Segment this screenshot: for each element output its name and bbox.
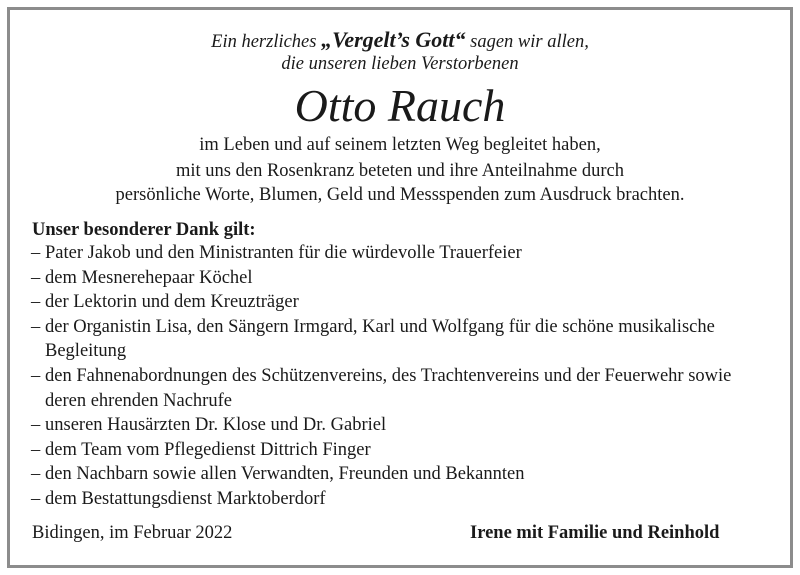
list-item <box>31 487 771 512</box>
list-item <box>31 266 771 291</box>
list-item-text: der Organistin Lisa, den Sängern Irmgard, Karl und Wolfgang für die schöne musikalische Begleitung <box>45 316 715 362</box>
deceased-name: Otto Rauch <box>294 80 506 131</box>
intro-line-1 <box>0 29 800 53</box>
list-item-text: der Lektorin und dem Kreuzträger <box>45 292 299 313</box>
dash-bullet: – <box>31 415 41 436</box>
list-item <box>31 290 771 315</box>
dash-bullet: – <box>31 464 41 485</box>
list-item-text: dem Team vom Pflegedienst Dittrich Finger <box>45 439 371 460</box>
body-line-2: mit uns den Rosenkranz beteten und ihre Anteilnahme durch <box>176 161 624 181</box>
list-item <box>31 315 771 364</box>
dash-bullet: – <box>31 488 41 509</box>
dash-bullet: – <box>31 316 41 337</box>
list-item <box>31 462 771 487</box>
intro-highlight: „Vergelt’s Gott“ <box>321 27 466 52</box>
intro-line-1-end: sagen wir allen, <box>465 32 589 52</box>
list-item-text: dem Mesnerehepaar Köchel <box>45 267 253 288</box>
thanks-heading: Unser besonderer Dank gilt: <box>32 220 256 240</box>
dash-bullet: – <box>31 439 41 460</box>
list-item <box>31 438 771 463</box>
body-line-1: im Leben und auf seinem letzten Weg begleitet haben, <box>199 135 601 155</box>
list-item-text: den Fahnenabordnungen des Schützenvereins, des Trachtenvereins und der Feuerwehr sowie deren ehrenden Nachrufe <box>45 365 732 411</box>
intro-line-2: die unseren lieben Verstorbenen <box>281 54 519 74</box>
list-item <box>31 413 771 438</box>
dash-bullet: – <box>31 243 41 263</box>
dash-bullet: – <box>31 292 41 313</box>
thanks-list <box>31 241 771 512</box>
list-item-text: dem Bestattungsdienst Marktoberdorf <box>45 488 326 509</box>
dash-bullet: – <box>31 365 41 386</box>
place-date: Bidingen, im Februar 2022 <box>32 523 233 543</box>
list-item-text: Pater Jakob und den Ministranten für die würdevolle Trauerfeier <box>45 243 522 263</box>
intro-line-1-start: Ein herzliches <box>211 32 322 52</box>
dash-bullet: – <box>31 267 41 288</box>
list-item-text: den Nachbarn sowie allen Verwandten, Freunden und Bekannten <box>45 464 525 485</box>
list-item-text: unseren Hausärzten Dr. Klose und Dr. Gabriel <box>45 415 387 436</box>
body-line-3: persönliche Worte, Blumen, Geld und Messspenden zum Ausdruck brachten. <box>115 185 685 205</box>
signature: Irene mit Familie und Reinhold <box>470 523 720 543</box>
list-item <box>31 364 771 413</box>
list-item <box>31 241 771 266</box>
